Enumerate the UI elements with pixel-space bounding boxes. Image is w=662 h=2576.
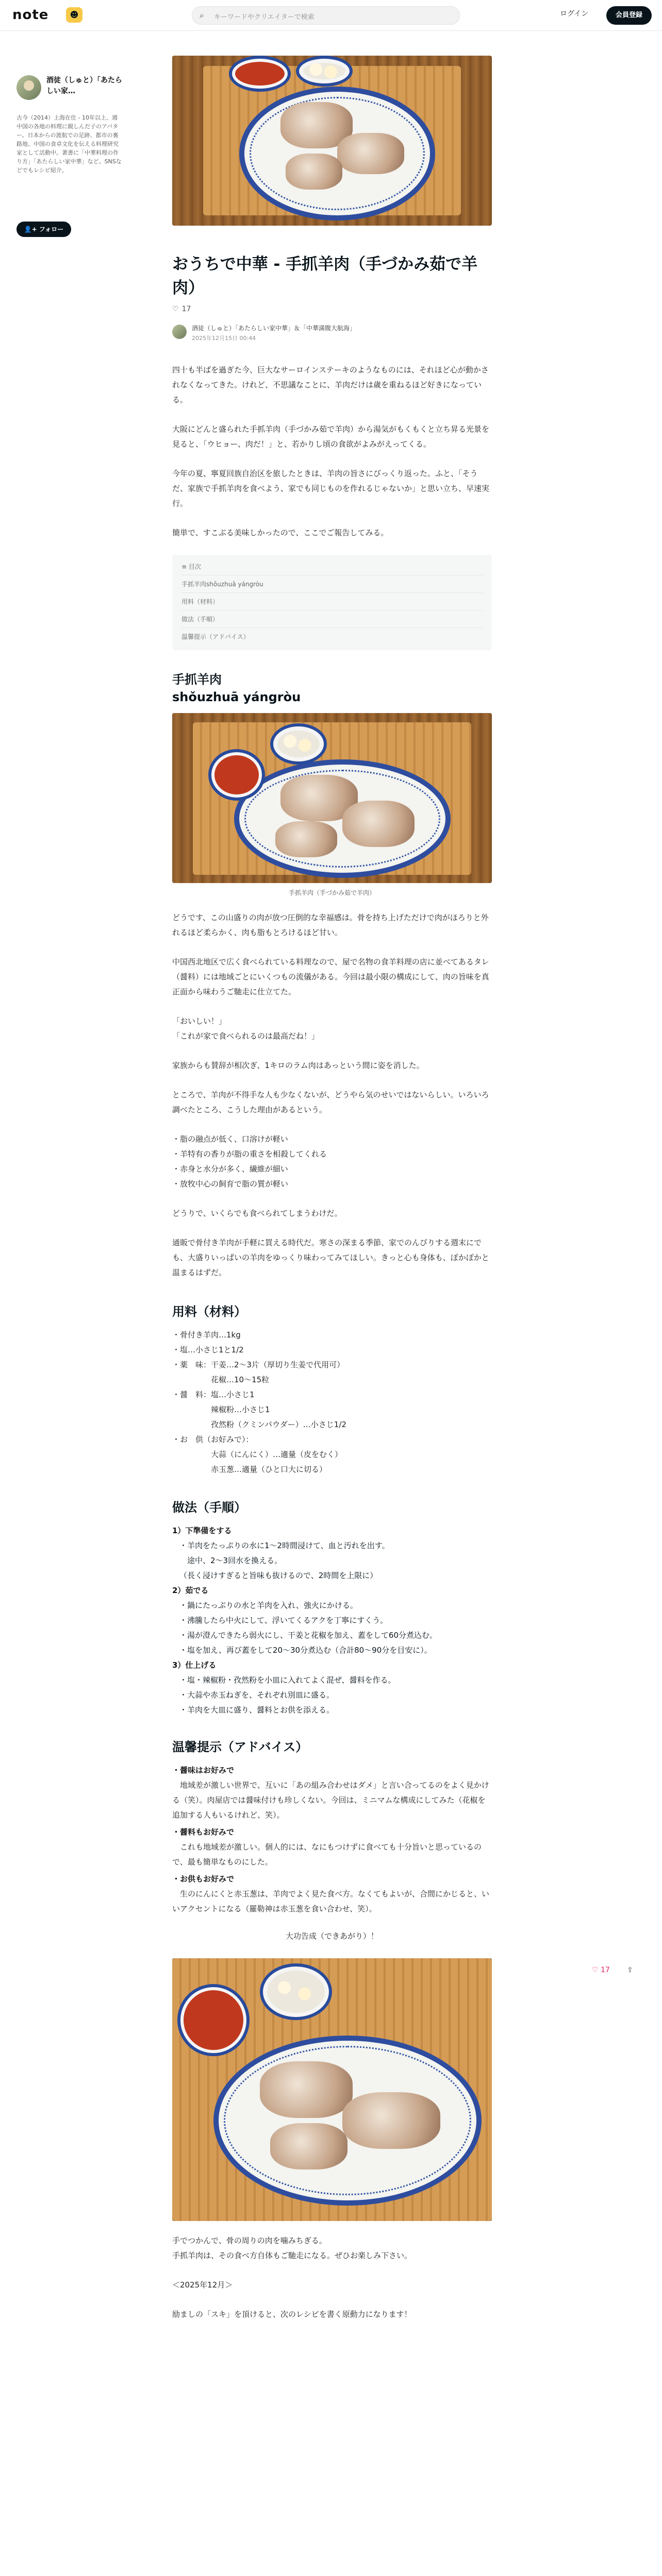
pinyin: shǒuzhuā yángròu [172,690,301,704]
creator-avatar[interactable] [16,75,41,100]
step-title: 3）仕上げる [172,1660,217,1670]
creator-name[interactable]: 酒徒（しゅと）「あたらしい家… [46,76,122,95]
floating-like-button[interactable] [592,1966,610,1974]
floating-like-count: 17 [601,1966,610,1974]
step-title: 1）下準備をする [172,1526,232,1535]
ingredient-item: ・お 供（お好みで）： [172,1435,254,1444]
section-heading: 用料（材料） [172,1304,246,1319]
step-line: ・塩を加え、再び蓋をして20～30分煮込む（合計80～90分を目安に）。 [179,1646,432,1655]
step-line: ・大蒜や赤玉ねぎを、それぞれ別皿に盛る。 [179,1690,335,1700]
outro-date: ＜2025年12月＞ [172,2280,233,2290]
outro-cta: 励ましの「スキ」を頂けると、次のレシピを書く原動力になります！ [172,2310,412,2319]
step-line: （長く浸けすぎると旨味も抜けるので、2時間を上限に） [179,1571,378,1580]
ingredient-item: ・塩…小さじ1と1/2 [172,1345,244,1354]
tip-body: これも地域差が激しい。個人的には、なにもつけずに食べても十分旨いと思っているので、最も簡単なものにした。 [172,1842,482,1867]
toc-item[interactable]: 做法（手順） [181,610,483,628]
body-paragraph: 「おいしい！」 「これが家で食べられるのは最高だね！」 [172,1016,320,1041]
section-heading: 手抓羊肉 shǒuzhuā yángròu [172,672,301,704]
step-line: ・鍋にたっぷりの水と羊肉を入れ、強火にかける。 [179,1601,358,1610]
ingredient-list [172,1328,492,1477]
tip-title: ・醤料もお好みで [172,1827,235,1837]
body-paragraph: どうです、この山盛りの肉が放つ圧倒的な幸福感は。骨を持ち上げただけで肉がほろりと外れるほど柔らかく、肉も脂もとろけるほど甘い。 [172,913,489,937]
search-box[interactable] [192,6,460,25]
ingredient-item: 花椒…10～15粒 [172,1375,270,1384]
step-line: ・塩・辣椒粉・孜然粉を小皿に入れてよく混ぜ、醤料を作る。 [179,1675,396,1685]
step-line: ・羊肉をたっぷりの水に1～2時間浸けて、血と汚れを出す。 [179,1541,390,1550]
steps [172,1523,492,1718]
step-line: ・湯が澄んできたら弱火にし、干姜と花椒を加え、蓋をして60分煮込む。 [179,1631,437,1640]
like-count: 17 [181,305,191,313]
ingredient-item: 辣椒粉…小さじ1 [172,1405,270,1414]
search-placeholder: キーワードやクリエイターで検索 [214,13,315,21]
like-button[interactable] [172,305,492,313]
toc-item[interactable]: 用料（材料） [181,592,483,610]
hero-photo [172,56,492,226]
body-paragraph: 家族からも賛辞が相次ぎ、1キロのラム肉はあっという間に姿を消した。 [172,1061,424,1070]
ingredient-item: ・薬 味：干姜…2～3片（厚切り生姜で代用可） [172,1360,345,1369]
heart-icon: ♡ [592,1966,599,1974]
dish-photo [172,713,492,883]
table-of-contents [172,555,492,650]
body-paragraph: ところで、羊肉が不得手な人も少なくないが、どうやら気のせいではないらしい。いろいろ調べたところ、こうした理由があるという。 [172,1090,489,1114]
publish-date: 2025年12月15日 00:44 [192,335,256,342]
login-link[interactable]: ログイン [560,10,589,18]
step-line: ・羊肉を大皿に盛り、醤料とお供を添える。 [179,1705,335,1715]
follow-icon: 👤+ [24,226,37,233]
final-photo [172,1958,492,2221]
note-logo[interactable] [12,7,48,23]
step-line: ・沸騰したら中火にして、浮いてくるアクを丁寧にすくう。 [179,1616,388,1625]
body-paragraph: 通販で骨付き羊肉が手軽に買える時代だ。寒さの深まる季節、家でのんびりする週末にでも、大盛りいっぱいの羊肉をゆっくり味わってみてほしい。きっと心も身体も、ぽかぽかと温まるはずだ。 [172,1238,489,1277]
tip-title: ・醤味はお好みで [172,1766,235,1775]
toc-item[interactable]: 温馨提示（アドバイス） [181,628,483,645]
creator-bio: 古今（2014）上海在住 - 10年以上、週中国の各地の料理に親しんだ子のアバター。日本からの渡航での足跡、都市の裏路地、中国の食卓文化を伝える料理研究家として活動中。著書に「中華料理の作り方」「あたらしい家中華」など。SNSなどでもレシピ紹介。 [16,114,122,174]
step-line: 途中、2～3回水を換える。 [179,1556,283,1565]
ingredient-item: 赤玉葱…適量（ひと口大に切る） [172,1465,327,1474]
body-paragraph: 中国西北地区で広く食べられている料理なので、屋で名物の食羊料理の店に並べてあるタレ（醤料）には地域ごとにいくつもの流儀がある。今回は最小限の構成にして、肉の旨味を真正面から味わうご馳走に仕立てた。 [172,957,489,996]
step-title: 2）茹でる [172,1586,209,1595]
section-heading: 温馨提示（アドバイス） [172,1740,308,1754]
floating-share-icon[interactable]: ⇪ [627,1966,633,1974]
tip-body: 生のにんにくと赤玉葱は、羊肉でよく見た食べ方。なくてもよいが、合間にかじると、いいアクセントになる（羅勒神は赤玉葱を食い合わせ、笑）。 [172,1889,490,1913]
logo-text: note [12,7,49,23]
tip-body: 地域差が激しい世界で、互いに「あの組み合わせはダメ」と言い合ってるのをよく見かける（笑）。肉屋店では醤味付けも珍しくない。今回は、ミニマムな構成にしてみた（花椒を追加する人もいるけれど、笑）。 [172,1781,489,1820]
intro-paragraph: 今年の夏、寧夏回族自治区を旅したときは、羊肉の旨さにびっくり返った。ふと、「そうだ、家族で手抓羊肉を食べよう、家でも同じものを作れるじゃないか」と思い立ち、早速実行。 [172,469,490,508]
article-byline [172,323,492,345]
signup-button[interactable]: 会員登録 [606,6,652,25]
logo-mascot-icon: ☻ [66,7,82,23]
search-icon: ⌕ [200,10,204,20]
heart-icon: ♡ [172,305,179,313]
global-header [0,0,662,31]
follow-button[interactable] [16,222,71,237]
ingredient-item: ・骨付き羊肉…1kg [172,1330,241,1340]
body-paragraph: どうりで、いくらでも食べられてしまうわけだ。 [172,1209,342,1218]
author-name[interactable]: 酒徒（しゅと）「あたらしい家中華」＆「中華満腹大航海」 [192,325,356,332]
intro-paragraph: 大阪にどんと盛られた手抓羊肉（手づかみ茹で羊肉）から湯気がもくもくと立ち昇る光景を見ると、「ウヒョー、肉だ！」と、若かりし頃の食欲がよみがえってくる。 [172,425,490,449]
intro-paragraph: 四十も半ばを過ぎた今、巨大なサーロインステーキのようなものには、それほど心が動かされなくなってきた。けれど、不思議なことに、羊肉だけは歳を重ねるほど好きになっている。 [172,365,489,404]
tip-title: ・お供もお好みで [172,1874,235,1884]
ingredient-item: 孜然粉（クミンパウダー）…小さじ1/2 [172,1420,346,1429]
toc-item[interactable]: 手抓羊肉shǒuzhuā yángròu [181,575,483,592]
ingredient-item: ・醤 料：塩…小さじ1 [172,1390,255,1399]
intro-paragraph: 簡単で、すこぶる美味しかったので、ここでご報告してみる。 [172,528,389,537]
article-main [172,56,492,2336]
section-heading: 做法（手順） [172,1500,246,1515]
closing-line: 大功告成（できあがり）！ [285,1931,378,1941]
reason-list: ・脂の融点が低く、口溶けが軽い ・羊特有の香りが脂の重さを相殺してくれる ・赤身と水分が多く、繊維が細い ・放牧中心の飼育で脂の質が軽い [172,1134,327,1189]
article-title: おうちで中華 - 手抓羊肉（手づかみ茹で羊肉） [172,255,478,297]
ingredient-item: 大蒜（にんにく）…適量（皮をむく） [172,1450,343,1459]
toc-heading[interactable]: ≡ 目次 [181,563,201,570]
outro-paragraph: 手でつかんで、骨の周りの肉を噛みちぎる。 手抓羊肉は、その食べ方自体もご馳走になる。ぜひお楽しみ下さい。 [172,2236,412,2260]
follow-label: フォロー [39,226,64,233]
tips [172,1763,492,1917]
photo-caption: 手抓羊肉（手づかみ茹で羊肉） [288,889,375,896]
author-avatar[interactable] [172,325,187,339]
